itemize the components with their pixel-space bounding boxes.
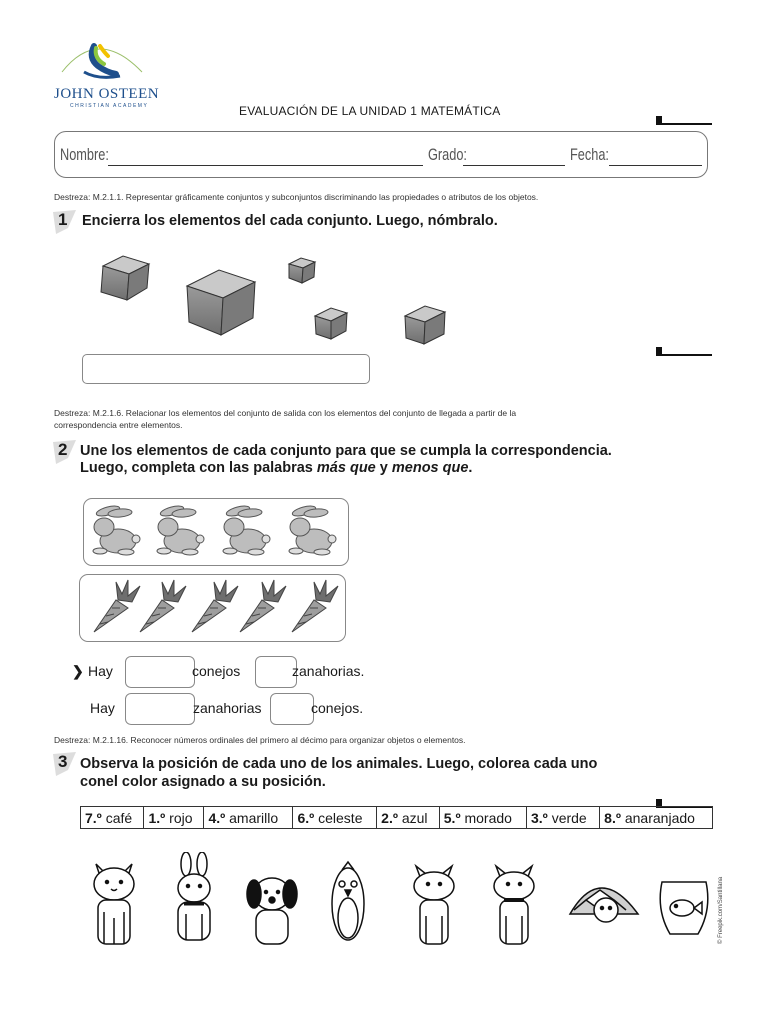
comparison-answer-box[interactable] — [125, 656, 195, 688]
set-name-answer-box[interactable] — [82, 354, 370, 384]
student-info-box — [54, 131, 708, 178]
dog-animal[interactable] — [247, 878, 297, 944]
comparison-answer-box[interactable] — [125, 693, 195, 725]
rabbit — [289, 504, 336, 555]
animal-row — [84, 852, 724, 952]
cat-animal[interactable] — [494, 866, 534, 944]
margin-mark — [656, 116, 712, 124]
ordinal-cell: 5.º morado — [439, 807, 526, 829]
word-menos-que: menos que — [391, 460, 469, 476]
cube-set — [95, 250, 455, 365]
carrot-row — [88, 578, 344, 636]
rabbit — [223, 504, 270, 555]
ordinal-cell: 2.º azul — [377, 807, 440, 829]
bullet-icon: ❯ — [72, 663, 84, 679]
turtle-animal[interactable] — [570, 888, 638, 922]
carrot — [292, 580, 338, 632]
conejos-label: conejos. — [311, 700, 364, 716]
rabbit — [93, 504, 140, 555]
fishbowl-animal[interactable] — [660, 882, 708, 934]
school-name: JOHN OSTEEN — [54, 86, 160, 102]
cube — [101, 256, 149, 300]
hay-label: Hay — [90, 700, 115, 716]
carrot — [240, 580, 286, 632]
cat-animal[interactable] — [94, 864, 134, 944]
question-3-instruction-line2: conel color asignado a su posición. — [80, 774, 326, 790]
question-2-instruction-line1: Une los elementos de cada conjunto para que se cumpla la correspondencia. — [80, 443, 612, 459]
question-number-1: 1 — [58, 210, 68, 229]
name-field[interactable] — [108, 165, 423, 166]
question-3-instruction-line1: Observa la posición de cada uno de los animales. Luego, colorea cada uno — [80, 756, 598, 772]
ordinal-cell: 7.º café — [81, 807, 144, 829]
ordinal-color-table — [80, 806, 713, 829]
destreza-3: Destreza: M.2.1.16. Reconocer números ordinales del primero al décimo para organizar objetos o elementos. — [54, 735, 466, 745]
rabbit-row — [88, 503, 342, 559]
destreza-1: Destreza: M.2.1.1. Representar gráficamente conjuntos y subconjuntos discriminando las propiedades o atributos de los objetos. — [54, 192, 539, 202]
cube — [289, 258, 315, 283]
bird-animal[interactable] — [332, 862, 364, 940]
question-number-3: 3 — [58, 752, 68, 771]
hay-label: Hay — [88, 663, 113, 679]
ordinal-cell: 1.º rojo — [144, 807, 204, 829]
word-mas-que: más que — [316, 460, 376, 476]
instruction-text: . — [468, 460, 473, 476]
destreza-2-line2: correspondencia entre elementos. — [54, 420, 183, 430]
cube — [405, 306, 445, 344]
zanahorias-label: zanahorias — [193, 700, 262, 716]
carrot — [94, 580, 140, 632]
page-title: EVALUACIÓN DE LA UNIDAD 1 MATEMÁTICA — [239, 104, 501, 118]
margin-mark — [656, 347, 712, 355]
ordinal-cell: 6.º celeste — [293, 807, 377, 829]
rabbit — [157, 504, 204, 555]
instruction-text: Luego, completa con las palabras — [80, 460, 317, 476]
grade-field[interactable] — [463, 165, 565, 166]
date-label: Fecha: — [570, 145, 609, 164]
destreza-2-line1: Destreza: M.2.1.6. Relacionar los elementos del conjunto de salida con los elementos del conjunto de llegada a partir de la — [54, 408, 517, 418]
ordinal-cell: 4.º amarillo — [204, 807, 293, 829]
question-2-instruction-line2 — [80, 460, 472, 477]
cat-animal[interactable] — [414, 866, 454, 944]
carrot — [192, 580, 238, 632]
carrot — [140, 580, 186, 632]
zanahorias-label: zanahorias. — [292, 663, 365, 679]
comparison-answer-box[interactable] — [270, 693, 314, 725]
ordinal-cell: 3.º verde — [527, 807, 600, 829]
question-1-instruction: Encierra los elementos del cada conjunto. Luego, nómbralo. — [82, 213, 498, 229]
name-label: Nombre: — [60, 145, 109, 164]
rabbit-animal[interactable] — [178, 852, 210, 940]
conejos-label: conejos — [192, 663, 241, 679]
school-subtitle: CHRISTIAN ACADEMY — [70, 103, 149, 109]
image-credit: © Freepik.com/Santillana — [718, 876, 724, 944]
instruction-text: y — [375, 460, 392, 476]
cube — [187, 270, 255, 335]
cube — [315, 308, 347, 339]
comparison-answer-box[interactable] — [255, 656, 297, 688]
grade-label: Grado: — [428, 145, 467, 164]
date-field[interactable] — [609, 165, 702, 166]
school-logo — [58, 32, 148, 90]
ordinal-cell: 8.º anaranjado — [600, 807, 713, 829]
question-number-2: 2 — [58, 440, 68, 459]
